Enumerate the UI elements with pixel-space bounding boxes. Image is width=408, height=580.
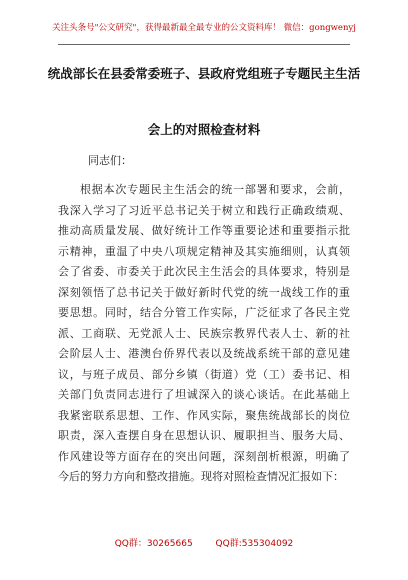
salutation: 同志们： bbox=[88, 154, 132, 167]
body-line: 作风建设等方面存在的突出问题，深刻剖析根源，明确了 bbox=[58, 449, 350, 463]
body-line: 深刻领悟了总书记关于做好新时代党的统一战线工作的重 bbox=[58, 285, 350, 299]
body-line: 根据本次专题民主生活会的统一部署和要求，会前， bbox=[80, 183, 350, 196]
body-line: 示精神，重温了中央八项规定精神及其实施细则，认真领 bbox=[58, 244, 350, 258]
footer-qq-group-1: QQ群：30265665 bbox=[114, 539, 193, 549]
header-divider bbox=[58, 44, 350, 45]
footer-contact bbox=[0, 536, 408, 549]
document-body bbox=[58, 180, 350, 488]
body-line: 关部门负责同志进行了坦诚深入的谈心谈话。在此基础上 bbox=[58, 388, 350, 401]
body-line: 会阶层人士、港澳台侨界代表以及统战系统干部的意见建 bbox=[58, 347, 350, 360]
body-line: 派、工商联、无党派人士、民族宗教界代表人士、新的社 bbox=[58, 326, 350, 340]
header-promo-note: 关注头条号"公文研究"，获得最新最全最专业的公文资料库！ 微信：gongwenyj bbox=[52, 23, 356, 33]
body-line: 会了省委、市委关于此次民主生活会的具体要求，特别是 bbox=[58, 265, 350, 278]
body-line: 议，与班子成员、部分乡镇（街道）党（工）委书记、相 bbox=[58, 367, 350, 381]
body-line: 职责，深入查摆自身在思想认识、履职担当、服务大局、 bbox=[58, 429, 350, 442]
body-line: 我深入学习了习近平总书记关于树立和践行正确政绩观、 bbox=[58, 203, 350, 217]
document-title-line-1: 统战部长在县委常委班子、县政府党组班子专题民主生活 bbox=[47, 66, 361, 81]
body-line: 今后的努力方向和整改措施。现将对照检查情况汇报如下： bbox=[58, 470, 344, 483]
footer-qq-group-2: QQ群:535304092 bbox=[215, 539, 294, 549]
body-line: 我紧密联系思想、工作、作风实际，聚焦统战部长的岗位 bbox=[58, 408, 350, 422]
body-line: 要思想。同时，结合分管工作实际，广泛征求了各民主党 bbox=[58, 306, 350, 319]
document-title-line-2: 会上的对照检查材料 bbox=[147, 122, 261, 137]
body-line: 推动高质量发展、做好统计工作等重要论述和重要指示批 bbox=[58, 224, 350, 237]
